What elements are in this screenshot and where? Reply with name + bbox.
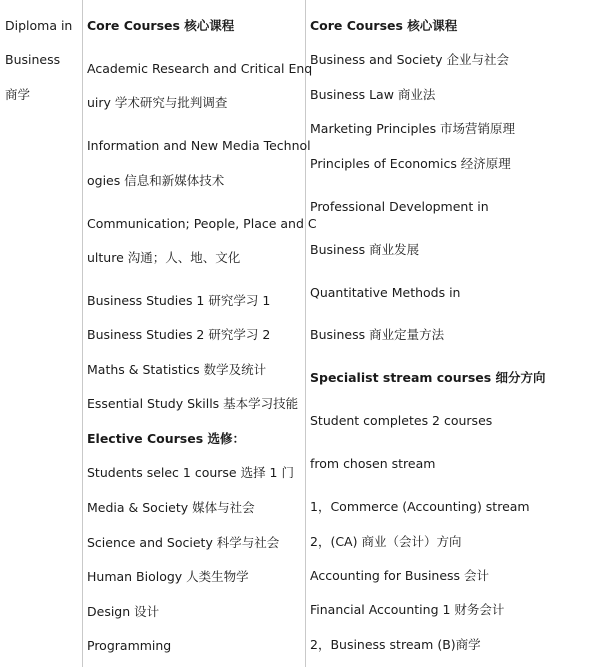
course-line: Business Law 商业法: [310, 87, 436, 102]
elective-line: Human Biology 人类生物学: [87, 569, 249, 584]
core-courses-heading: Core Courses 核心课程: [310, 18, 458, 33]
specialist-stream-heading: Specialist stream courses 细分方向: [310, 370, 546, 385]
elective-courses-heading: Elective Courses 选修：: [87, 431, 245, 446]
course-line: ogies 信息和新媒体技术: [87, 173, 225, 188]
program-name-line-2: Business: [5, 52, 61, 67]
course-line: Principles of Economics 经济原理: [310, 156, 511, 171]
specialist-line: 1，Commerce (Accounting) stream: [310, 499, 530, 514]
specialist-line: Accounting for Business 会计: [310, 568, 490, 583]
elective-line: Students selec 1 course 选择 1 门: [87, 465, 294, 480]
course-line: ulture 沟通；人、地、文化: [87, 250, 241, 265]
course-line: Maths & Statistics 数学及统计: [87, 362, 267, 377]
elective-line: Programming: [87, 638, 172, 653]
specialist-line: Financial Accounting 1 财务会计: [310, 602, 505, 617]
specialist-line: Student completes 2 courses: [310, 413, 493, 428]
course-line: Professional Development in: [310, 199, 489, 214]
program-name-line-3: 商学: [5, 87, 31, 102]
course-line: Marketing Principles 市场营销原理: [310, 121, 516, 136]
course-line: Academic Research and Critical Enq: [87, 61, 313, 76]
specialist-line: 2，(CA) 商业（会计）方向: [310, 534, 462, 549]
course-line: Business 商业发展: [310, 242, 420, 257]
course-line: Information and New Media Technol: [87, 138, 311, 153]
elective-line: Design 设计: [87, 604, 160, 619]
course-line: Business Studies 2 研究学习 2: [87, 327, 271, 342]
column-divider-2: [305, 0, 306, 667]
course-line: Business Studies 1 研究学习 1: [87, 293, 271, 308]
column-divider-1: [82, 0, 83, 667]
course-line: Business 商业定量方法: [310, 327, 445, 342]
core-courses-heading: Core Courses 核心课程: [87, 18, 235, 33]
specialist-line: from chosen stream: [310, 456, 436, 471]
elective-line: Media & Society 媒体与社会: [87, 500, 255, 515]
course-line: Quantitative Methods in: [310, 285, 461, 300]
specialist-line: 2，Business stream (B)商学: [310, 637, 481, 652]
elective-line: Science and Society 科学与社会: [87, 535, 280, 550]
course-line: Communication; People, Place and C: [87, 216, 317, 231]
course-line: uiry 学术研究与批判调查: [87, 95, 228, 110]
course-line: Essential Study Skills 基本学习技能: [87, 396, 299, 411]
course-line: Business and Society 企业与社会: [310, 52, 509, 67]
program-name-line-1: Diploma in: [5, 18, 73, 33]
